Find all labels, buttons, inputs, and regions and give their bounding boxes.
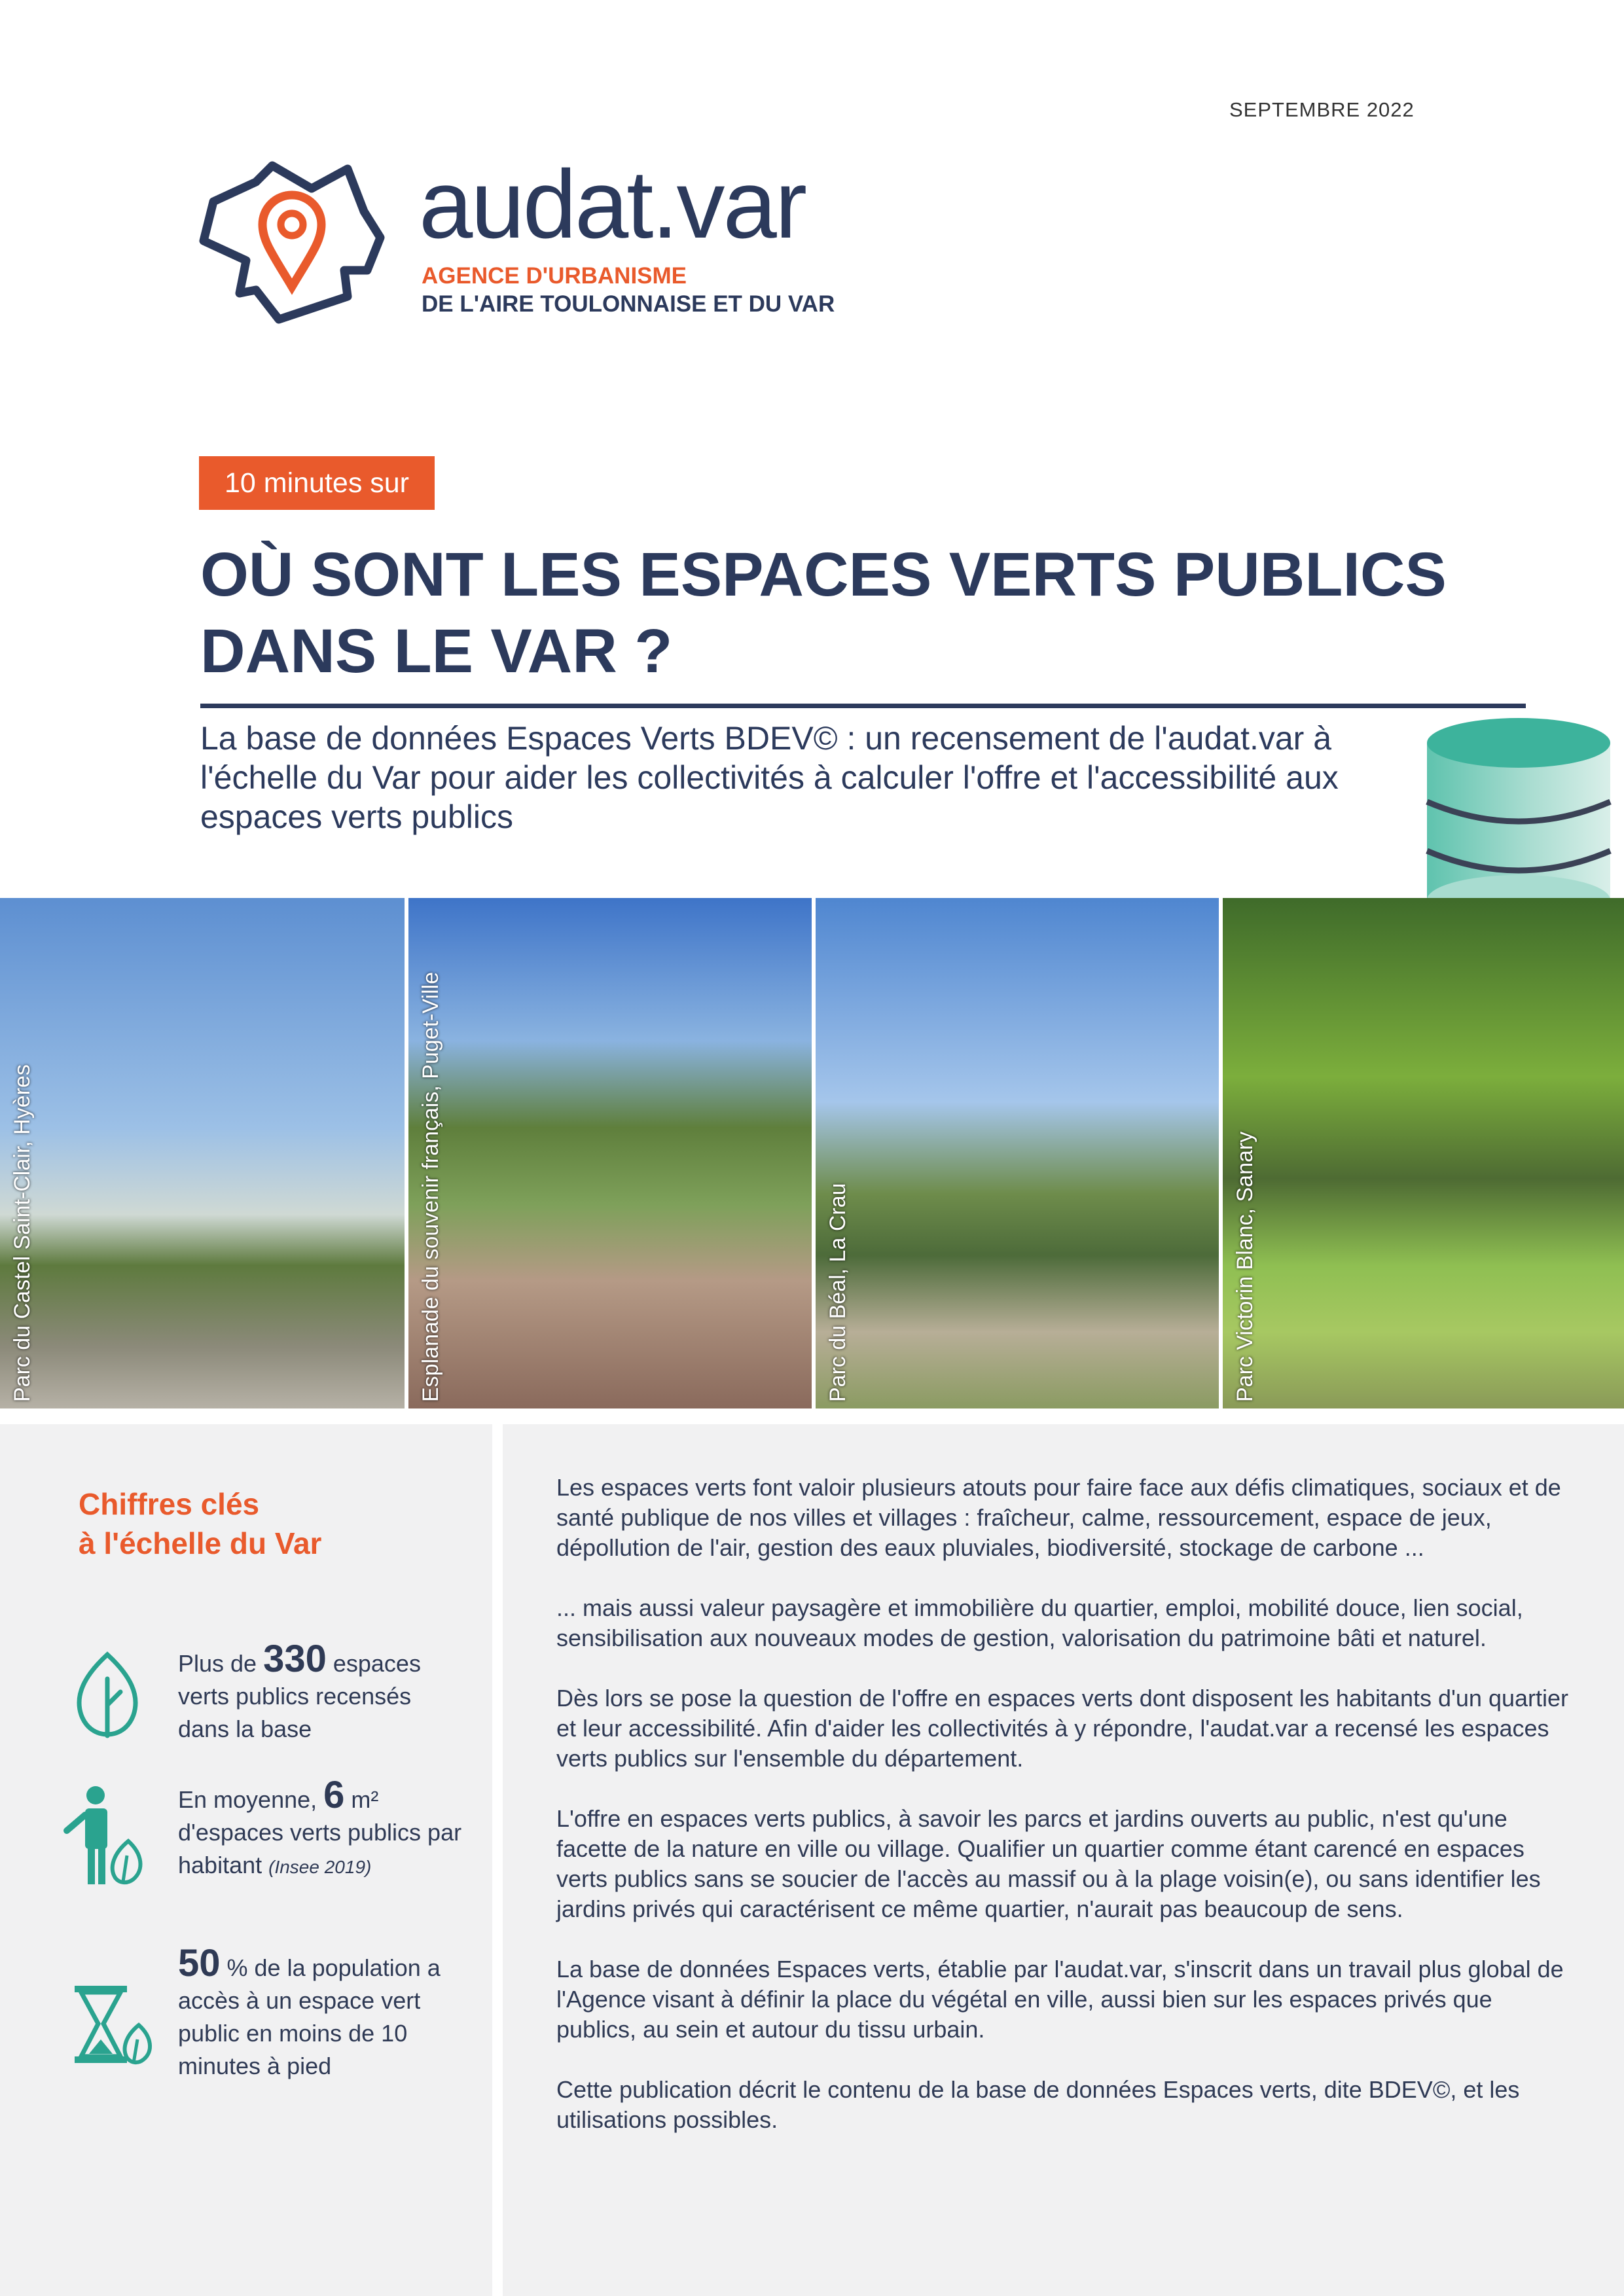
photo-parc-victorin-blanc — [1223, 898, 1624, 1408]
body-paragraph-4: L'offre en espaces verts publics, à savoir les parcs et jardins ouverts au public, n'est qu'une facette de la nature en ville ou village. Qualifier un quartier comme étant carencé en espaces verts publics sans se soucier de l'accès au massif ou à la plage voisin(e), ou sans identifier les jardins privés qui caractérisent ce même quartier, n'aurait pas beaucoup de sens. — [556, 1805, 1541, 1922]
key-figure-number: 330 — [263, 1638, 327, 1680]
key-figure-prefix: Plus de — [178, 1650, 264, 1677]
photo-caption: Parc Victorin Blanc, Sanary — [1233, 1131, 1257, 1402]
photo-strip — [0, 898, 1624, 1408]
key-figures-title-line1: Chiffres clés — [79, 1487, 260, 1521]
photo-parc-beal-la-crau — [816, 898, 1219, 1408]
brand-name: audat.var — [419, 151, 806, 259]
photo-caption: Parc du Castel Saint-Clair, Hyères — [10, 1064, 35, 1402]
body-paragraph-5: La base de données Espaces verts, établie par l'audat.var, s'inscrit dans un travail plus global de l'Agence visant à définir la place du végétal en ville, aussi bien sur les espaces privés que publics, au sein et autour du tissu urbain. — [556, 1956, 1564, 2043]
body-text — [556, 1473, 1571, 2165]
key-figures-title-line2: à l'échelle du Var — [79, 1526, 322, 1560]
body-paragraph-6: Cette publication décrit le contenu de la base de données Espaces verts, dite BDEV©, et les utilisations possibles. — [556, 2076, 1520, 2133]
var-map-logo-icon — [194, 156, 390, 339]
topic-tag: 10 minutes sur — [199, 456, 435, 510]
body-paragraph-2: ... mais aussi valeur paysagère et immobilière du quartier, emploi, mobilité douce, lien social, sensibilisation aux nouveaux modes de gestion, valorisation du patrimoine bâti et naturel. — [556, 1594, 1523, 1651]
key-figure-suffix: espaces verts publics recensés dans la base — [178, 1650, 421, 1742]
photo-castel-saint-clair — [0, 898, 405, 1408]
title-divider — [200, 704, 1526, 708]
page-title — [200, 537, 1549, 690]
key-figure-1 — [178, 1638, 466, 1746]
body-paragraph-1: Les espaces verts font valoir plusieurs atouts pour faire face aux défis climatiques, sociaux et de santé publique de nos villes et villages : fraîcheur, calme, ressourcement, espace de jeux, dépollution de l'air, gestion des eaux pluviales, biodiversité, stockage de carbone ... — [556, 1474, 1561, 1561]
hourglass-leaf-icon — [71, 1983, 156, 2068]
photo-caption: Esplanade du souvenir français, Puget-Ville — [418, 971, 443, 1402]
photo-esplanade-puget-ville — [408, 898, 812, 1408]
key-figure-3 — [178, 1942, 466, 2083]
key-figure-source-note: (Insee 2019) — [268, 1857, 372, 1877]
key-figure-suffix: % de la population a accès à un espace vert public en moins de 10 minutes à pied — [178, 1954, 441, 2079]
brand-subtitle-line1: AGENCE D'URBANISME — [422, 263, 687, 289]
photo-caption: Parc du Béal, La Crau — [825, 1183, 850, 1402]
key-figure-suffix: m² d'espaces verts publics par habitant — [178, 1786, 462, 1878]
key-figure-2 — [178, 1774, 466, 1884]
publication-date: SEPTEMBRE 2022 — [1229, 98, 1415, 121]
title-line-2: DANS LE VAR ? — [200, 617, 673, 686]
person-leaf-icon — [63, 1784, 148, 1888]
page-subtitle: La base de données Espaces Verts BDEV© : un recensement de l'audat.var à l'échelle du Var pour aider les collectivités à calculer l'offre et l'accessibilité aux espaces verts publics — [200, 720, 1339, 835]
key-figure-number: 50 — [178, 1942, 221, 1984]
leaf-icon — [68, 1649, 147, 1741]
title-line-1: OÙ SONT LES ESPACES VERTS PUBLICS — [200, 540, 1447, 609]
body-paragraph-3: Dès lors se pose la question de l'offre en espaces verts dont disposent les habitants d'un quartier et leur accessibilité. Afin d'aider les collectivités à y répondre, l'audat.var a recensé les espaces verts publics sur l'ensemble du département. — [556, 1685, 1569, 1772]
key-figure-prefix: En moyenne, — [178, 1786, 324, 1813]
key-figures-title — [79, 1484, 321, 1563]
brand-subtitle-line2: DE L'AIRE TOULONNAISE ET DU VAR — [422, 291, 835, 317]
key-figure-number: 6 — [323, 1774, 345, 1816]
